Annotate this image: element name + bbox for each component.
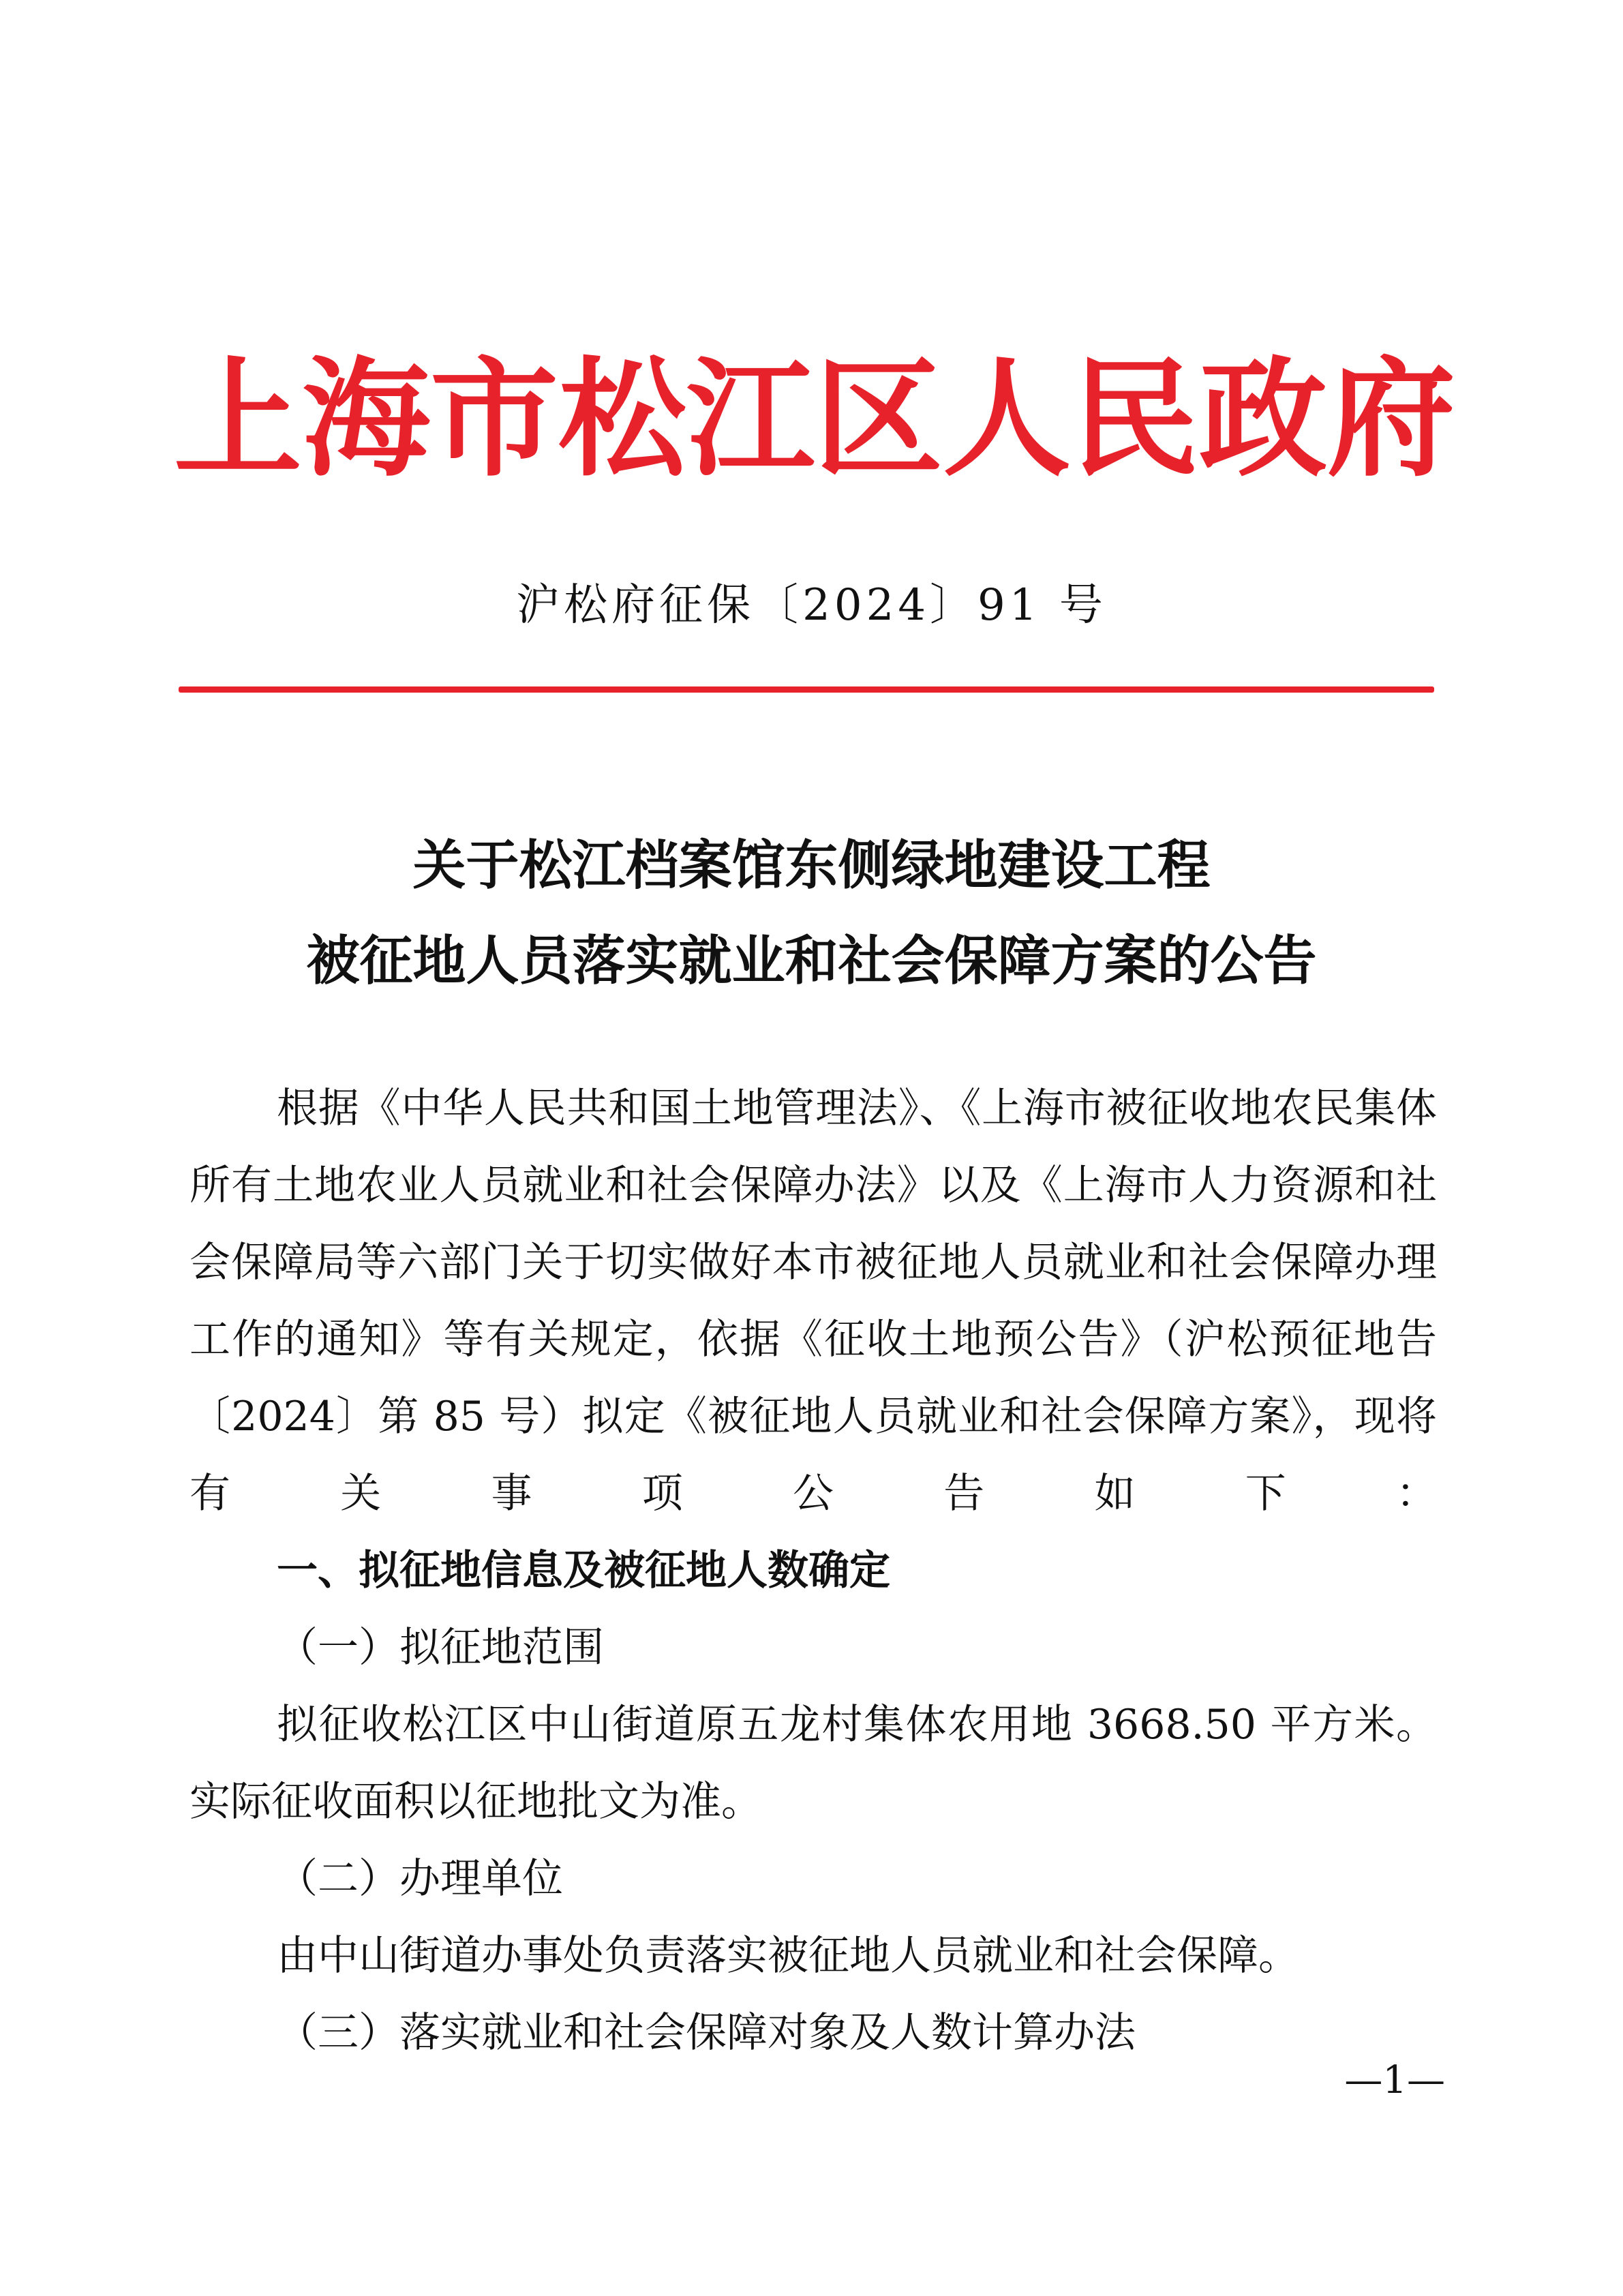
issuer-header [174, 344, 1455, 494]
page-number: —1— [1344, 2058, 1445, 2102]
document-body [189, 1070, 1437, 2072]
subsection-3-heading: （三）落实就业和社会保障对象及人数计算办法 [277, 2009, 1136, 2057]
issuer-char: 江 [686, 344, 815, 494]
red-divider [179, 686, 1434, 693]
issuer-char: 松 [558, 344, 686, 494]
intro-paragraph: 根据《中华人民共和国土地管理法》、《上海市被征收地农民集体所有土地农业人员就业和社会保障办法》以及《上海市人力资源和社会保障局等六部门关于切实做好本市被征地人员就业和社会保障办理工作的通知》等有关规定，依据《征收土地预公告》（沪松预征地告〔2024〕第 85 号）拟定《被征地人员就业和社会保障方案》，现将有关事项公告如下： [189, 1085, 1437, 1517]
subsection-2-text: 由中山街道办事处负责落实被征地人员就业和社会保障。 [277, 1932, 1299, 1980]
document-number: 沪松府征保〔2024〕91 号 [516, 580, 1107, 631]
issuer-char: 市 [430, 344, 558, 494]
document-title [0, 818, 1623, 1009]
issuer-char: 民 [1071, 344, 1199, 494]
issuer-char: 政 [1199, 344, 1327, 494]
issuer-char: 区 [815, 344, 943, 494]
title-line-1: 关于松江档案馆东侧绿地建设工程 [412, 835, 1211, 896]
issuer-char: 海 [302, 344, 430, 494]
issuer-char: 府 [1327, 344, 1455, 494]
subsection-2-heading: （二）办理单位 [277, 1855, 563, 1903]
subsection-1-heading: （一）拟征地范围 [277, 1624, 604, 1672]
title-line-2: 被征地人员落实就业和社会保障方案的公告 [306, 931, 1317, 992]
issuer-char: 上 [174, 344, 302, 494]
subsection-1-text: 拟征收松江区中山街道原五龙村集体农用地 3668.50 平方米。实际征收面积以征地批文为准。 [189, 1701, 1437, 1826]
issuer-char: 人 [943, 344, 1071, 494]
section-1-heading: 一、拟征地信息及被征地人数确定 [277, 1547, 890, 1595]
